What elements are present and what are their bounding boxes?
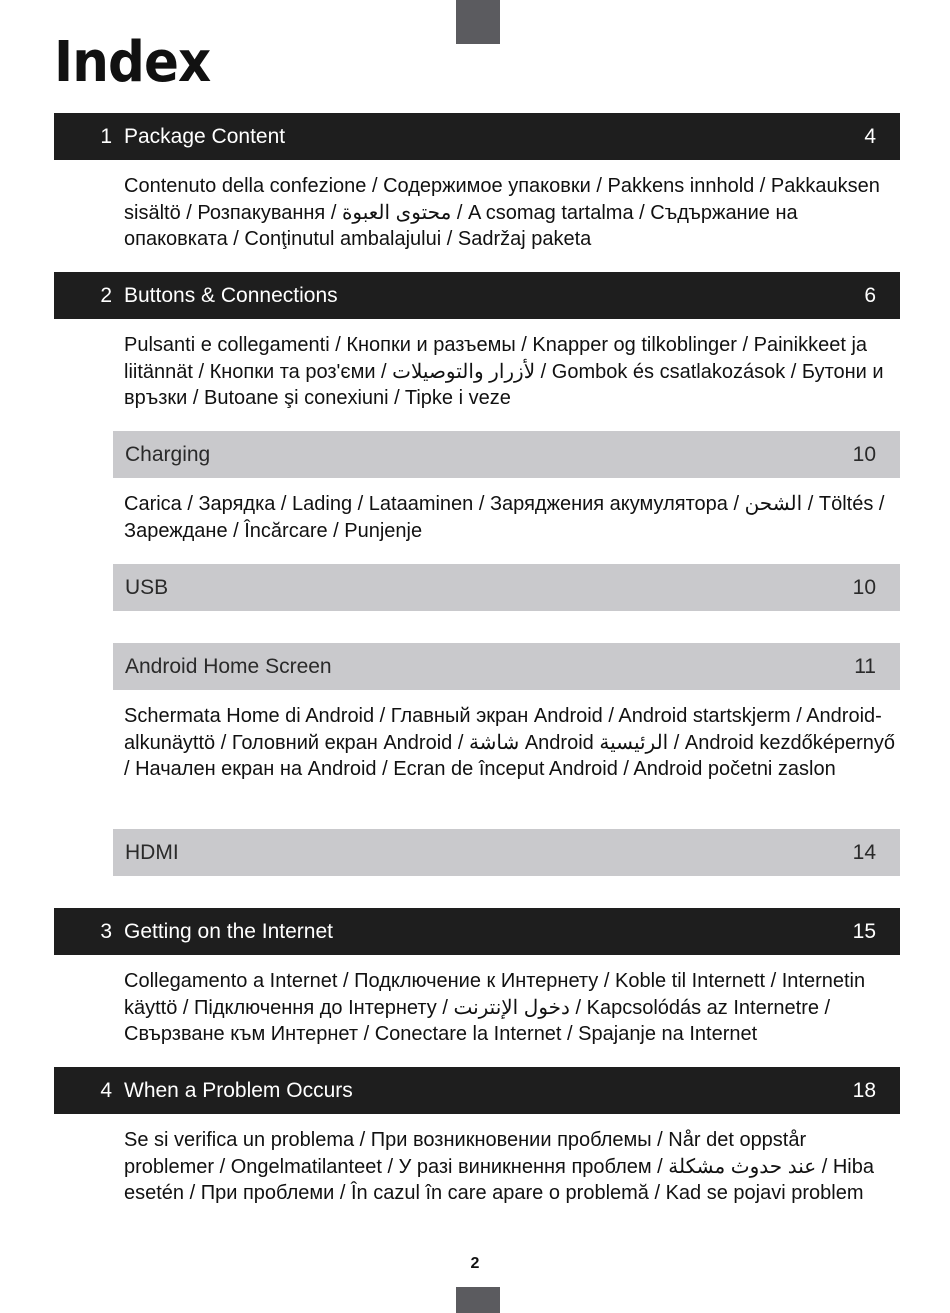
subsection-label: Charging [125,442,211,466]
bottom-page-tab [456,1287,500,1313]
section-number: 4 [100,1078,112,1102]
section-label: Package Content [124,124,286,148]
section-number: 2 [100,283,112,307]
subsection-hdmi-header[interactable] [113,829,900,876]
subsection-page: 10 [852,442,876,466]
section-2-translations: Pulsanti e collegamenti / Кнопки и разъемы / Knapper og tilkoblinger / Painikkeet ja liitännät / Кнопки та роз'єми / لأزرار والتوصيلات / Gombok és csatlakozások / Бутони и връзки / Butoane şi conexiuni / Tipke i veze [124,334,884,409]
section-3-translations: Collegamento a Internet / Подключение к Интернету / Koble til Internett / Internetin käyttö / Підключення до Інтернету / دخول الإنترنت / Kapcsolódás az Internetre / Свързване към Интернет / Conectare la Internet / Spajanje na Internet [124,970,866,1045]
section-page: 18 [852,1078,876,1102]
section-label: Buttons & Connections [124,283,338,307]
subsection-page: 10 [852,575,876,599]
subsection-label: USB [125,575,169,599]
section-number: 3 [100,919,112,943]
section-4-translations: Se si verifica un problema / При возникновении проблемы / Når det oppstår problemer / Ongelmatilanteet / У разі виникнення проблем / عند حدوث مشكلة / Hiba esetén / При проблеми / În cazul în care apare o problemă / Kad se pojavi problem [124,1129,874,1204]
section-1-header[interactable] [54,113,900,160]
subsection-android-home-translations: Schermata Home di Android / Главный экран Android / Android startskjerm / Android-alkunäyttö / Головний екран Android / شاشة Android الرئيسية / Android kezdőképernyő / Начален екран на Android / Ecran de început Android / Android početni zaslon [124,705,896,780]
subsection-label: HDMI [125,840,179,864]
section-number: 1 [100,124,112,148]
subsection-page: 14 [852,840,876,864]
subsection-android-home-header[interactable] [113,643,900,690]
section-1-translations: Contenuto della confezione / Содержимое упаковки / Pakkens innhold / Pakkauksen sisältö / Розпакування / محتوى العبوة / A csomag tartalma / Съдържание на опаковката / Conţinutul ambalajului / Sadržaj paketa [124,175,880,250]
section-4-header[interactable] [54,1067,900,1114]
subsection-page: 11 [854,654,876,678]
section-2-header[interactable] [54,272,900,319]
section-label: When a Problem Occurs [124,1078,353,1102]
subsection-label: Android Home Screen [125,654,332,678]
section-3-header[interactable] [54,908,900,955]
top-page-tab [456,0,500,44]
subsection-usb-header[interactable] [113,564,900,611]
subsection-charging-translations: Carica / Зарядка / Lading / Lataaminen / Заряджения акумулятора / الشحن / Töltés / Зареждане / Încărcare / Punjenje [124,493,885,542]
section-page: 6 [864,283,876,307]
page-title: Index [54,30,211,95]
section-page: 4 [864,124,876,148]
subsection-charging-header[interactable] [113,431,900,478]
page-number: 2 [470,1255,480,1272]
section-page: 15 [852,919,876,943]
section-label: Getting on the Internet [124,919,333,943]
